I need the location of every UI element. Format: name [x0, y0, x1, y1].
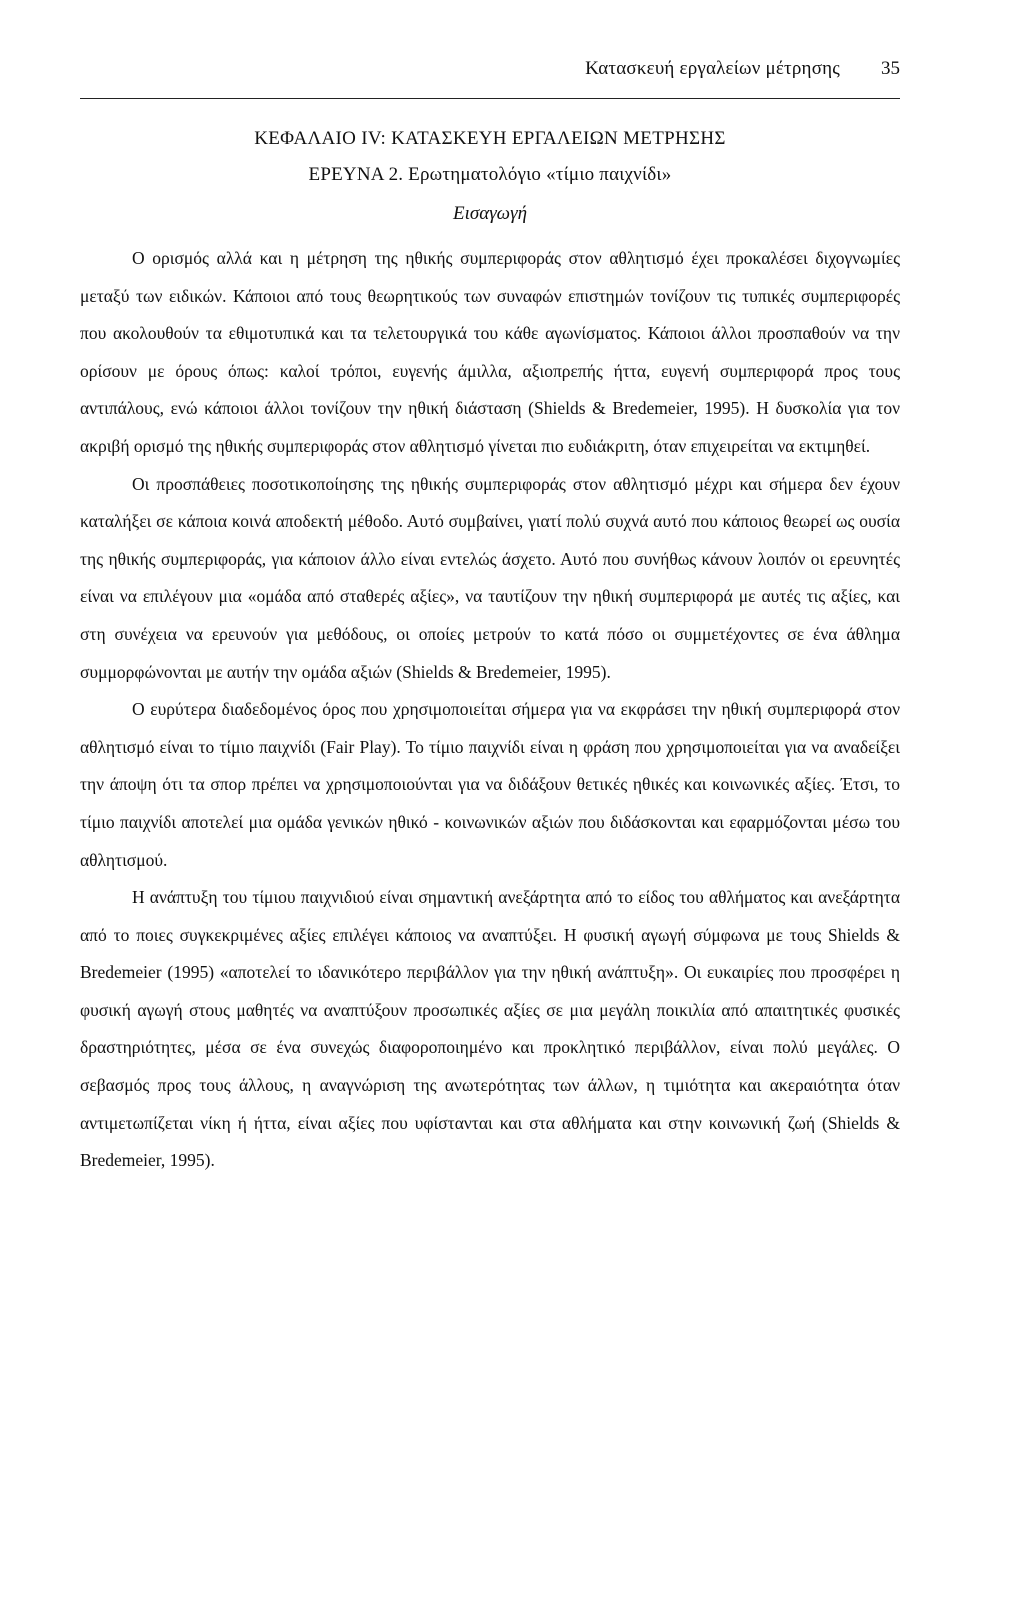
- running-title: Κατασκευή εργαλείων μέτρησης: [585, 58, 840, 79]
- chapter-title: ΚΕΦΑΛΑΙΟ IV: ΚΑΤΑΣΚΕΥΗ ΕΡΓΑΛΕΙΩΝ ΜΕΤΡΗΣΗΣ: [254, 128, 726, 149]
- paragraph: Ο ορισμός αλλά και η μέτρηση της ηθικής συμπεριφοράς στον αθλητισμό έχει προκαλέσει διχογνωμίες μεταξύ των ειδικών. Κάποιοι από τους θεωρητικούς των συναφών επιστημών τονίζουν τις τυπικές συμπεριφορές που ακολουθούν τα εθιμοτυπικά και τα τελετουργικά του κάθε αγωνίσματος. Κάποιοι άλλοι προσπαθούν να την ορίσουν με όρους όπως: καλοί τρόποι, ευγενής άμιλλα, αξιοπρεπής ήττα, ευγενή συμπεριφορά προς τους αντιπάλους, ενώ κάποιοι άλλοι τονίζουν την ηθική διάσταση (Shields & Bredemeier, 1995). Η δυσκολία για τον ακριβή ορισμό της ηθικής συμπεριφοράς στον αθλητισμό γίνεται πιο ευδιάκριτη, όταν επιχειρείται να εκτιμηθεί.: [80, 248, 900, 456]
- study-title: ΕΡΕΥΝΑ 2. Ερωτηματολόγιο «τίμιο παιχνίδι»: [308, 164, 672, 185]
- body-text: [80, 240, 900, 1180]
- paragraph: Ο ευρύτερα διαδεδομένος όρος που χρησιμοποιείται σήμερα για να εκφράσει την ηθική συμπεριφορά στον αθλητισμό είναι το τίμιο παιχνίδι (Fair Play). Το τίμιο παιχνίδι είναι η φράση που χρησιμοποιείται για να αναδείξει την άποψη ότι τα σπορ πρέπει να χρησιμοποιούνται για να διδάξουν θετικές ηθικές και κοινωνικές αξίες. Έτσι, το τίμιο παιχνίδι αποτελεί μια ομάδα γενικών ηθικό - κοινωνικών αξιών που διδάσκονται και εφαρμόζονται μέσω του αθλητισμού.: [80, 699, 900, 870]
- running-header: [80, 58, 900, 99]
- page-number: 35: [881, 58, 900, 79]
- paragraph: Η ανάπτυξη του τίμιου παιχνιδιού είναι σημαντική ανεξάρτητα από το είδος του αθλήματος και ανεξάρτητα από το ποιες συγκεκριμένες αξίες επιλέγει κάποιος να αναπτύξει. Η φυσική αγωγή σύμφωνα με τους Shields & Bredemeier (1995) «αποτελεί το ιδανικότερο περιβάλλον για την ηθική ανάπτυξη». Οι ευκαιρίες που προσφέρει η φυσική αγωγή στους μαθητές να αναπτύξουν προσωπικές αξίες σε μια μεγάλη ποικιλία από απαιτητικές φυσικές δραστηριότητες, μέσα σε ένα συνεχώς διαφοροποιημένο και προκλητικό περιβάλλον, είναι πολύ μεγάλες. Ο σεβασμός προς τους άλλους, η αναγνώριση της ανωτερότητας των άλλων, η τιμιότητα και ακεραιότητα όταν αντιμετωπίζεται νίκη ή ήττα, είναι αξίες που υφίστανται και στα αθλήματα και στην κοινωνική ζωή (Shields & Bredemeier, 1995).: [80, 887, 900, 1171]
- section-heading: Εισαγωγή: [452, 203, 528, 224]
- paragraph: Οι προσπάθειες ποσοτικοποίησης της ηθικής συμπεριφοράς στον αθλητισμό μέχρι και σήμερα δεν έχουν καταλήξει σε κάποια κοινά αποδεκτή μέθοδο. Αυτό συμβαίνει, γιατί πολύ συχνά αυτό που κάποιος θεωρεί ως ουσία της ηθικής συμπεριφοράς, για κάποιον άλλο είναι εντελώς άσχετο. Αυτό που συνήθως κάνουν λοιπόν οι ερευνητές είναι να επιλέγουν μια «ομάδα από σταθερές αξίες», να ταυτίζουν την ηθική συμπεριφορά με αυτές τις αξίες, και στη συνέχεια να ερευνούν για μεθόδους, οι οποίες μετρούν το κατά πόσο οι συμμετέχοντες σε ένα άθλημα συμμορφώνονται με αυτήν την ομάδα αξιών (Shields & Bredemeier, 1995).: [80, 473, 900, 682]
- document-page: [80, 0, 900, 1600]
